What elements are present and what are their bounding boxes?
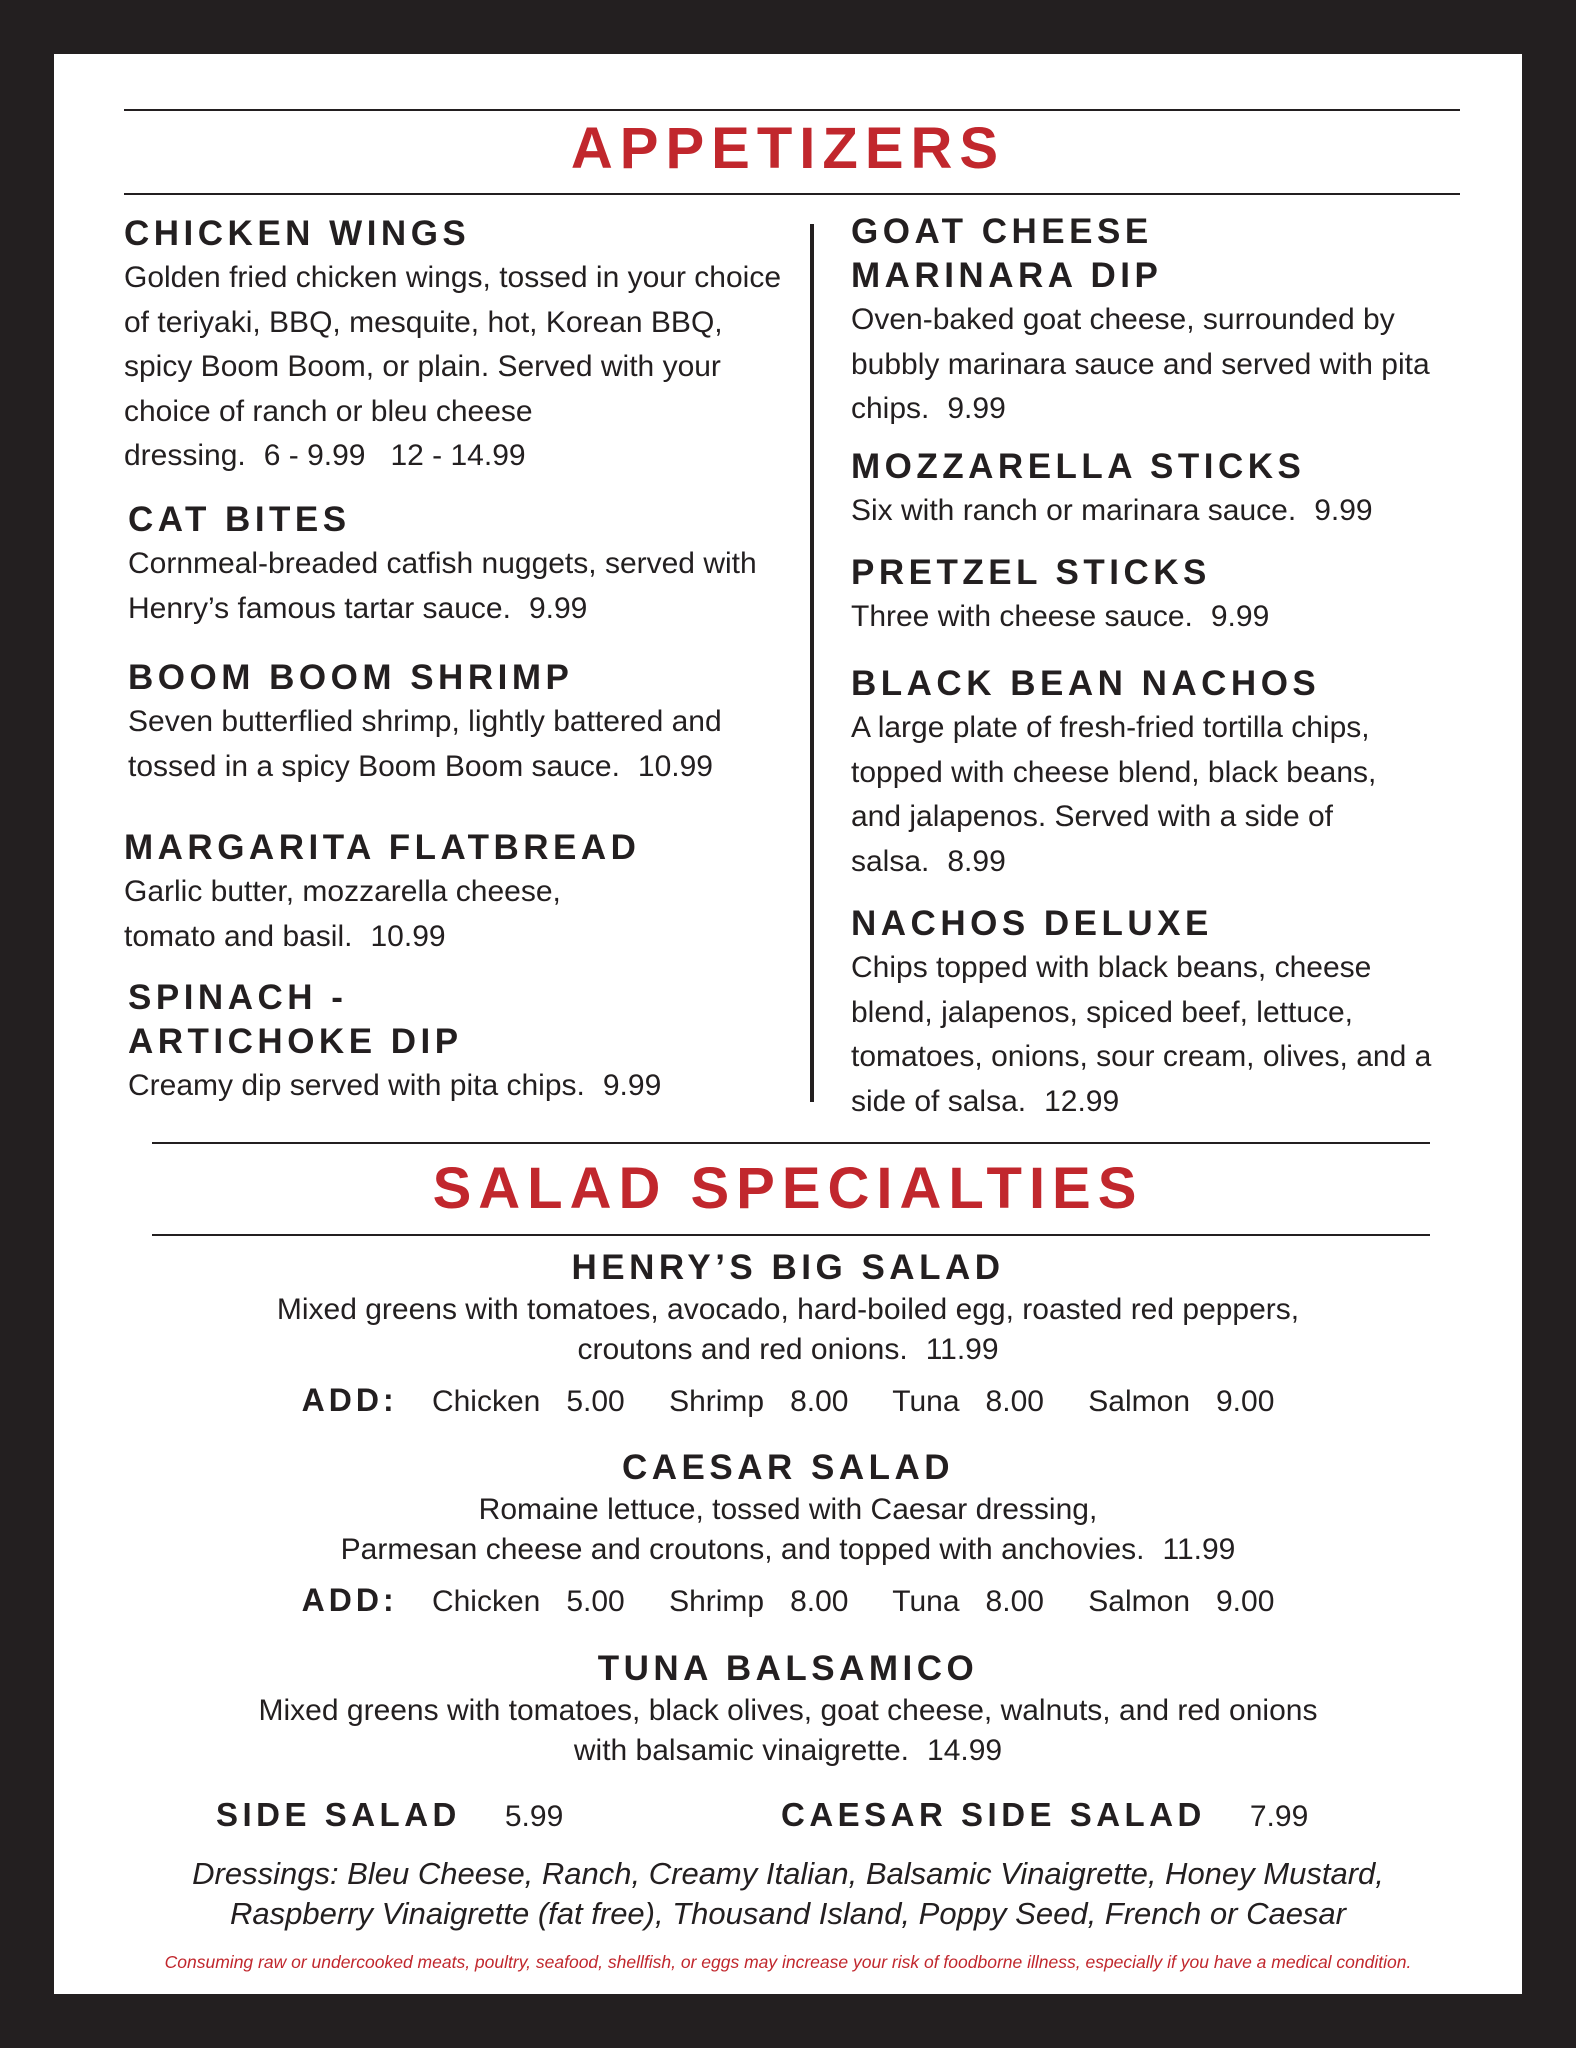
item-desc: Six with ranch or marinara sauce. 9.99 bbox=[851, 494, 1373, 527]
item-name: GOAT CHEESE MARINARA DIP bbox=[851, 212, 1163, 295]
salad-desc-line2: Parmesan cheese and croutons, and topped with anchovies. 11.99 bbox=[340, 1533, 1236, 1566]
add-on-chicken: Chicken 5.00 bbox=[431, 1585, 625, 1618]
salads-bottom-rule bbox=[152, 1234, 1430, 1236]
item-nachos-deluxe bbox=[851, 902, 1451, 1124]
item-desc: Three with cheese sauce. 9.99 bbox=[851, 600, 1270, 633]
item-desc: Chips topped with black beans, cheese blend, jalapenos, spiced beef, lettuce, tomatoes, onions, sour cream, olives, and a side of salsa. 12.99 bbox=[851, 951, 1432, 1118]
dressings-line2: Raspberry Vinaigrette (fat free), Thousand Island, Poppy Seed, French or Caesar bbox=[229, 1896, 1346, 1931]
dressings-line1: Dressings: Bleu Cheese, Ranch, Creamy Italian, Balsamic Vinaigrette, Honey Mustard, bbox=[192, 1856, 1384, 1891]
item-name: SPINACH - ARTICHOKE DIP bbox=[128, 978, 463, 1061]
salad-name: CAESAR SALAD bbox=[621, 1448, 955, 1487]
item-cat-bites bbox=[128, 498, 788, 631]
salad-desc-line2: with balsamic vinaigrette. 14.99 bbox=[573, 1734, 1003, 1767]
salads-title: SALAD SPECIALTIES bbox=[432, 1156, 1144, 1221]
item-spinach-artichoke-dip bbox=[128, 976, 662, 1109]
item-price: 9.99 bbox=[602, 1069, 662, 1102]
column-divider bbox=[810, 224, 814, 1102]
appetizers-bottom-rule bbox=[124, 193, 1460, 195]
item-price: 9.99 bbox=[1314, 494, 1373, 527]
salad-price: 11.99 bbox=[1162, 1533, 1236, 1566]
item-price: 9.99 bbox=[1210, 600, 1270, 633]
caesar-side-salad-name: CAESAR SIDE SALAD bbox=[781, 1796, 1206, 1833]
salad-desc-line1: Mixed greens with tomatoes, black olives, goat cheese, walnuts, and red onions bbox=[258, 1694, 1318, 1727]
item-price: 10.99 bbox=[370, 919, 446, 953]
caesar-side-salad-price: 7.99 bbox=[1249, 1800, 1309, 1833]
item-price: 12.99 bbox=[1044, 1084, 1120, 1118]
item-desc: Garlic butter, mozzarella cheese, tomato and basil. 10.99 bbox=[124, 875, 561, 953]
item-desc: Cornmeal-breaded catfish nuggets, served with Henry’s famous tartar sauce. 9.99 bbox=[128, 547, 757, 625]
side-salad-name: SIDE SALAD bbox=[216, 1796, 461, 1833]
appetizers-title: APPETIZERS bbox=[570, 116, 1006, 181]
item-name: NACHOS DELUXE bbox=[851, 904, 1213, 943]
item-name: BOOM BOOM SHRIMP bbox=[128, 658, 574, 697]
item-boom-boom-shrimp bbox=[128, 656, 808, 789]
item-desc: Oven-baked goat cheese, surrounded by bubbly marinara sauce and served with pita chips. 9.99 bbox=[851, 303, 1430, 425]
item-mozzarella-sticks bbox=[851, 445, 1491, 534]
item-name: CHICKEN WINGS bbox=[124, 214, 471, 253]
salads-top-rule bbox=[152, 1142, 1430, 1144]
add-label: ADD: bbox=[301, 1382, 398, 1418]
item-price: 6 - 9.99 12 - 14.99 bbox=[263, 439, 526, 472]
item-name: MOZZARELLA STICKS bbox=[851, 447, 1306, 486]
item-price: 9.99 bbox=[947, 392, 1006, 425]
item-name: MARGARITA FLATBREAD bbox=[124, 828, 641, 867]
item-price: 9.99 bbox=[528, 591, 588, 625]
add-ons-line bbox=[54, 1378, 1522, 1424]
add-on-shrimp: Shrimp 8.00 bbox=[669, 1385, 849, 1418]
caesar-side-salad bbox=[781, 1796, 1308, 1834]
salad-name: HENRY’S BIG SALAD bbox=[571, 1248, 1005, 1287]
item-name: CAT BITES bbox=[128, 500, 351, 539]
item-chicken-wings bbox=[124, 212, 784, 479]
salad-price: 14.99 bbox=[927, 1734, 1003, 1767]
item-name: PRETZEL STICKS bbox=[851, 553, 1211, 592]
add-on-tuna: Tuna 8.00 bbox=[892, 1585, 1044, 1618]
item-margarita-flatbread bbox=[124, 826, 644, 959]
item-desc: A large plate of fresh-fried tortilla chips, topped with cheese blend, black beans, and jalapenos. Served with a side of salsa. 8.99 bbox=[851, 711, 1377, 878]
salad-henrys-big-salad bbox=[54, 1246, 1522, 1424]
salad-desc-line2: croutons and red onions. 11.99 bbox=[577, 1333, 999, 1366]
add-label: ADD: bbox=[301, 1582, 398, 1618]
add-on-salmon: Salmon 9.00 bbox=[1088, 1585, 1275, 1618]
item-desc: Creamy dip served with pita chips. 9.99 bbox=[128, 1069, 662, 1102]
salad-name: TUNA BALSAMICO bbox=[597, 1649, 979, 1688]
item-pretzel-sticks bbox=[851, 551, 1491, 640]
item-black-bean-nachos bbox=[851, 662, 1421, 884]
item-price: 10.99 bbox=[637, 749, 713, 783]
salad-price: 11.99 bbox=[925, 1333, 999, 1366]
add-on-shrimp: Shrimp 8.00 bbox=[669, 1585, 849, 1618]
salad-tuna-balsamico bbox=[54, 1647, 1522, 1771]
add-on-chicken: Chicken 5.00 bbox=[431, 1385, 625, 1418]
add-ons-line bbox=[54, 1578, 1522, 1624]
add-on-salmon: Salmon 9.00 bbox=[1088, 1385, 1275, 1418]
salad-desc-line1: Romaine lettuce, tossed with Caesar dressing, bbox=[478, 1493, 1098, 1526]
appetizers-top-rule bbox=[124, 109, 1460, 111]
side-salad bbox=[216, 1796, 563, 1834]
item-desc: Seven butterflied shrimp, lightly battered and tossed in a spicy Boom Boom sauce. 10.99 bbox=[128, 705, 722, 783]
item-price: 8.99 bbox=[947, 844, 1006, 878]
item-desc: Golden fried chicken wings, tossed in your choice of teriyaki, BBQ, mesquite, hot, Korean BBQ, spicy Boom Boom, or plain. Served with your choice of ranch or bleu cheese dressing. 6 - 9.99 12 - 14.99 bbox=[124, 261, 782, 472]
item-goat-cheese-marinara-dip bbox=[851, 210, 1451, 432]
side-salad-price: 5.99 bbox=[504, 1800, 564, 1833]
menu-page bbox=[54, 54, 1522, 1994]
foodborne-illness-disclaimer: Consuming raw or undercooked meats, poultry, seafood, shellfish, or eggs may increase your risk of foodborne illness, especially if you have a medical condition. bbox=[164, 1952, 1412, 1972]
add-on-tuna: Tuna 8.00 bbox=[892, 1385, 1044, 1418]
salad-caesar-salad bbox=[54, 1446, 1522, 1624]
salad-desc-line1: Mixed greens with tomatoes, avocado, hard-boiled egg, roasted red peppers, bbox=[276, 1293, 1300, 1326]
item-name: BLACK BEAN NACHOS bbox=[851, 664, 1321, 703]
